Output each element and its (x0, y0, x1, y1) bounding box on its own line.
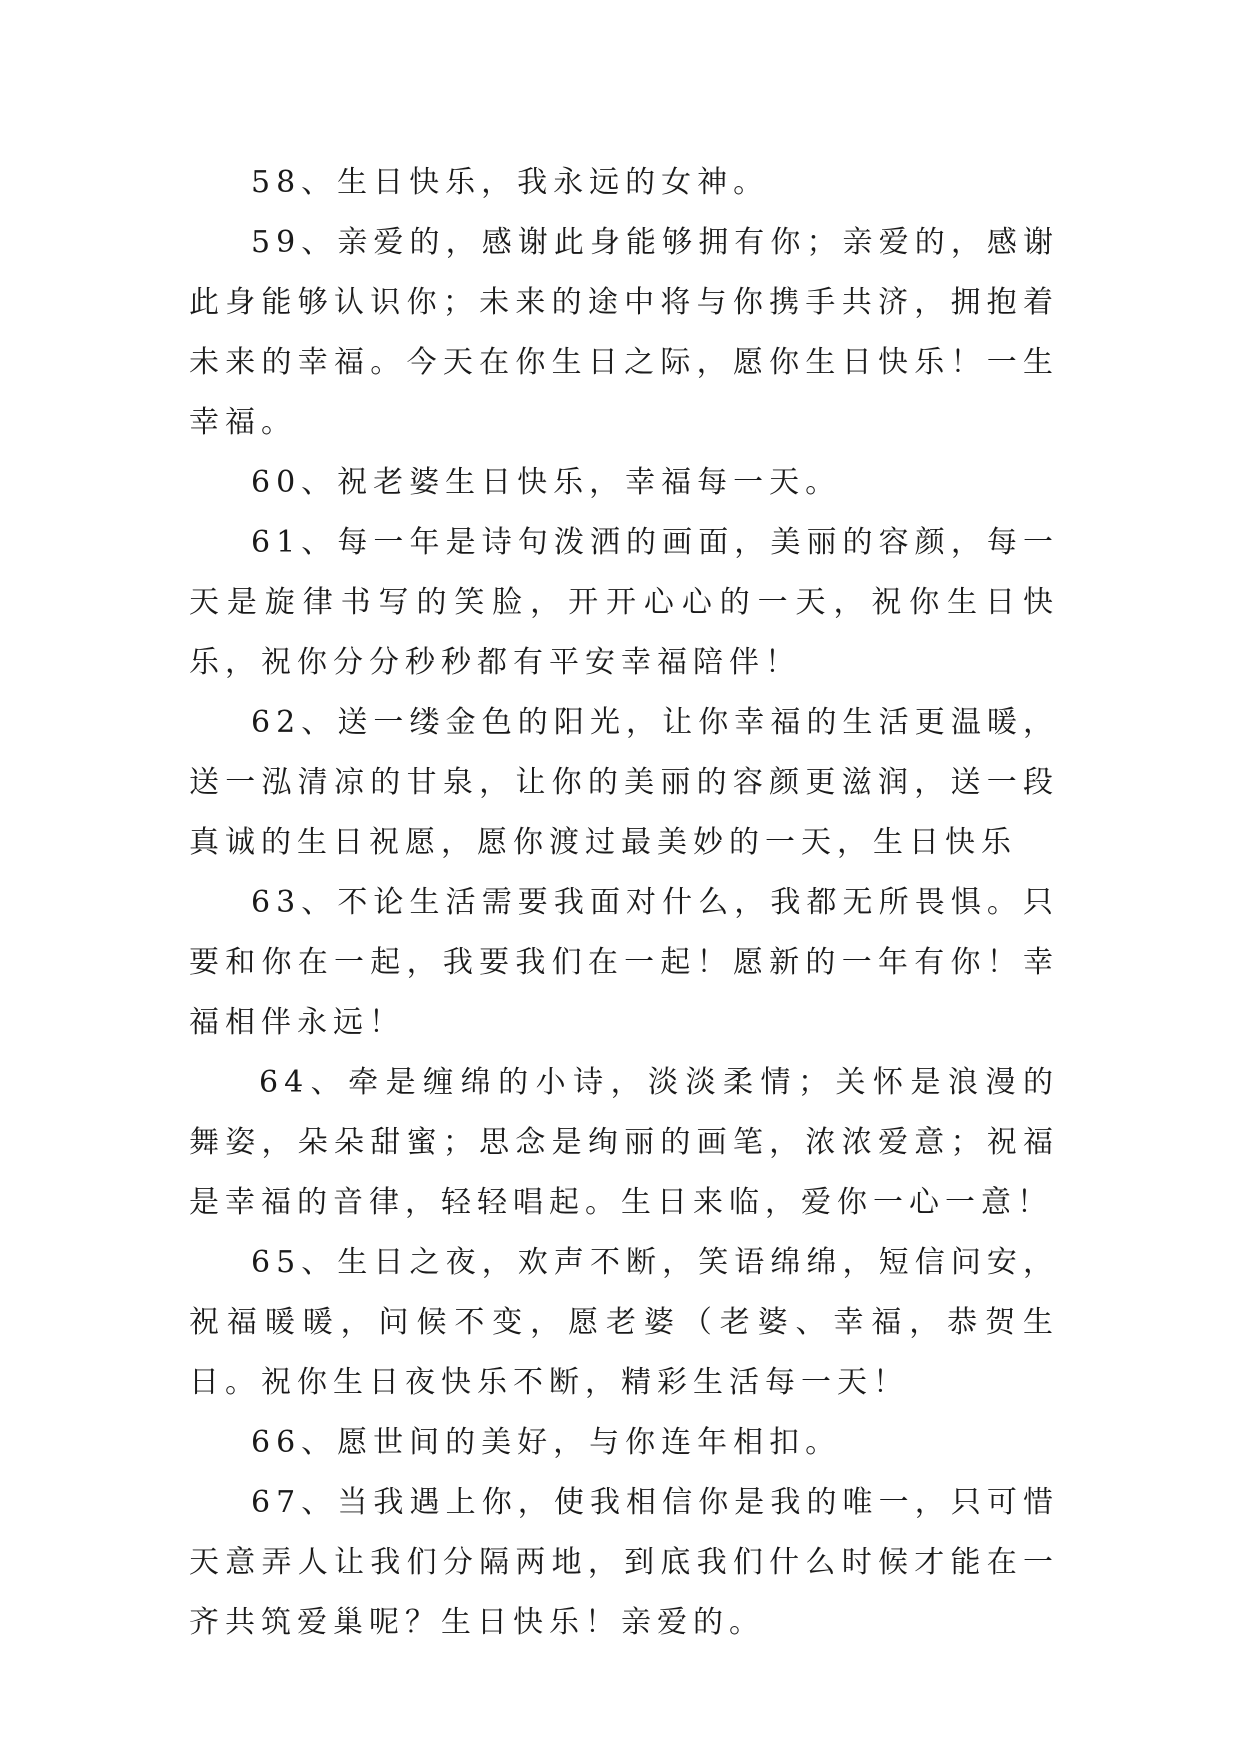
paragraph-64: 64、牵是缠绵的小诗，淡淡柔情；关怀是浪漫的舞姿，朵朵甜蜜；思念是绚丽的画笔，浓浓爱意；祝福是幸福的音律，轻轻唱起。生日来临，爱你一心一意！ (189, 1065, 1059, 1220)
paragraph-63: 63、不论生活需要我面对什么，我都无所畏惧。只要和你在一起，我要我们在一起！愿新的一年有你！幸福相伴永远！ (189, 885, 1059, 1040)
paragraph-59: 59、亲爱的，感谢此身能够拥有你；亲爱的，感谢此身能够认识你；未来的途中将与你携手共济，拥抱着未来的幸福。今天在你生日之际，愿你生日快乐！一生幸福。 (189, 225, 1059, 440)
paragraph-60: 60、祝老婆生日快乐，幸福每一天。 (251, 465, 842, 500)
paragraph-66: 66、愿世间的美好，与你连年相扣。 (251, 1425, 842, 1460)
document-body (189, 153, 1059, 1653)
paragraph-61: 61、每一年是诗句泼洒的画面，美丽的容颜，每一天是旋律书写的笑脸，开开心心的一天，祝你生日快乐，祝你分分秒秒都有平安幸福陪伴！ (189, 525, 1059, 680)
paragraph-65: 65、生日之夜，欢声不断，笑语绵绵，短信问安，祝福暖暖，问候不变，愿老婆（老婆、幸福，恭贺生日。祝你生日夜快乐不断，精彩生活每一天！ (189, 1245, 1059, 1400)
paragraph-67: 67、当我遇上你，使我相信你是我的唯一，只可惜天意弄人让我们分隔两地，到底我们什么时候才能在一齐共筑爱巢呢？生日快乐！亲爱的。 (189, 1485, 1059, 1640)
paragraph-58: 58、生日快乐，我永远的女神。 (251, 165, 770, 200)
paragraph-62: 62、送一缕金色的阳光，让你幸福的生活更温暖，送一泓清凉的甘泉，让你的美丽的容颜更滋润，送一段真诚的生日祝愿，愿你渡过最美妙的一天，生日快乐 (189, 705, 1059, 860)
